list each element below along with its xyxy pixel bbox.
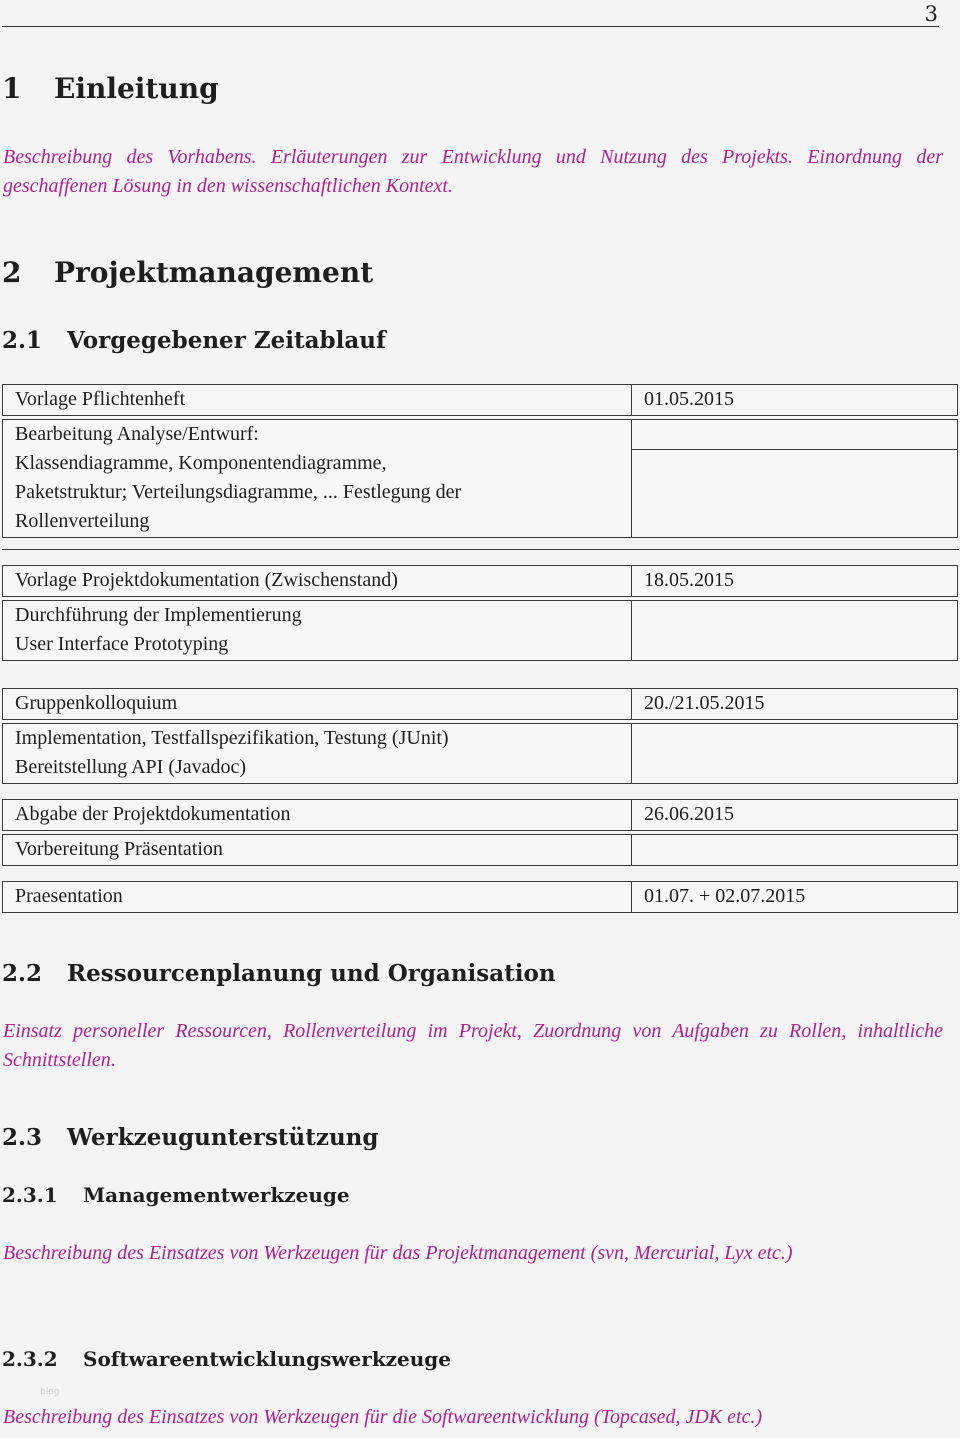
section-2-2-text: Einsatz personeller Ressourcen, Rollenverteilung im Projekt, Zuordnung von Aufgaben zu Rollen, inhaltliche Schnittstellen. [3, 1020, 943, 1071]
header-rule [2, 26, 939, 27]
task-line: Implementation, Testfallspezifikation, Testung (JUnit) [15, 727, 449, 749]
task-cell: Vorbereitung Präsentation [15, 838, 223, 860]
date-cell [631, 724, 957, 783]
page-number: 3 [924, 2, 938, 26]
task-line: User Interface Prototyping [15, 633, 229, 655]
schedule-row [2, 688, 958, 720]
schedule-row [2, 799, 958, 831]
task-cell [3, 724, 629, 783]
schedule-row [2, 565, 958, 597]
task-line: Klassendiagramme, Komponentendiagramme, [15, 452, 387, 474]
section-number: 2.3 [2, 1124, 43, 1151]
task-cell: Gruppenkolloquium [15, 692, 178, 714]
section-title: Werkzeugunterstützung [67, 1124, 379, 1151]
date-cell: 26.06.2015 [631, 800, 957, 830]
section-2-2-heading [2, 960, 556, 987]
schedule-row [2, 419, 958, 538]
section-1-text: Beschreibung des Vorhabens. Erläuterungen zur Entwicklung und Nutzung des Projekts. Einordnung der geschaffenen Lösung in den wissenschaftlichen Kontext. [3, 146, 943, 197]
date-cell: 20./21.05.2015 [631, 689, 957, 719]
task-line: Durchführung der Implementierung [15, 604, 302, 626]
schedule-row [2, 600, 958, 661]
section-title: Managementwerkzeuge [83, 1183, 350, 1207]
schedule-row [2, 384, 958, 416]
schedule-row [2, 723, 958, 784]
task-line: Paketstruktur; Verteilungsdiagramme, ... Festlegung der [15, 481, 462, 503]
section-2-3-1-heading [2, 1183, 350, 1207]
task-cell: Praesentation [15, 885, 123, 907]
section-number: 2 [2, 256, 22, 289]
section-number: 1 [2, 72, 22, 105]
task-line: Rollenverteilung [15, 510, 150, 532]
watermark: blog [40, 1387, 60, 1397]
date-cell [631, 835, 957, 865]
cell-divider [631, 449, 957, 450]
section-title: Softwareentwicklungswerkzeuge [83, 1347, 452, 1371]
schedule-row [2, 881, 958, 913]
section-number: 2.3.2 [2, 1347, 58, 1371]
date-cell [631, 420, 957, 537]
section-number: 2.1 [2, 327, 43, 354]
section-title: Vorgegebener Zeitablauf [67, 327, 386, 354]
task-cell [3, 601, 629, 660]
section-1-heading [2, 72, 219, 105]
section-title: Einleitung [54, 72, 219, 105]
date-cell: 18.05.2015 [631, 566, 957, 596]
task-line: Bereitstellung API (Javadoc) [15, 756, 247, 778]
date-cell: 01.05.2015 [631, 385, 957, 415]
task-cell: Vorlage Pflichtenheft [15, 388, 186, 410]
section-number: 2.2 [2, 960, 43, 987]
group-separator [2, 549, 959, 550]
task-cell: Vorlage Projektdokumentation (Zwischenstand) [15, 569, 398, 591]
section-2-heading [2, 256, 373, 289]
section-title: Projektmanagement [54, 256, 374, 289]
date-cell [631, 601, 957, 660]
section-2-3-2-heading [2, 1347, 451, 1371]
task-line: Bearbeitung Analyse/Entwurf: [15, 423, 259, 445]
date-cell: 01.07. + 02.07.2015 [631, 882, 957, 912]
section-2-3-heading [2, 1124, 378, 1151]
section-2-3-1-text: Beschreibung des Einsatzes von Werkzeugen für das Projektmanagement (svn, Mercurial, Lyx etc.) [3, 1242, 793, 1264]
section-title: Ressourcenplanung und Organisation [67, 960, 556, 987]
section-2-3-2-text: Beschreibung des Einsatzes von Werkzeugen für die Softwareentwicklung (Topcased, JDK etc.) [3, 1406, 763, 1428]
schedule-row [2, 834, 958, 866]
section-2-1-heading [2, 327, 386, 354]
task-cell [3, 420, 629, 537]
section-number: 2.3.1 [2, 1183, 58, 1207]
task-cell: Abgabe der Projektdokumentation [15, 803, 291, 825]
